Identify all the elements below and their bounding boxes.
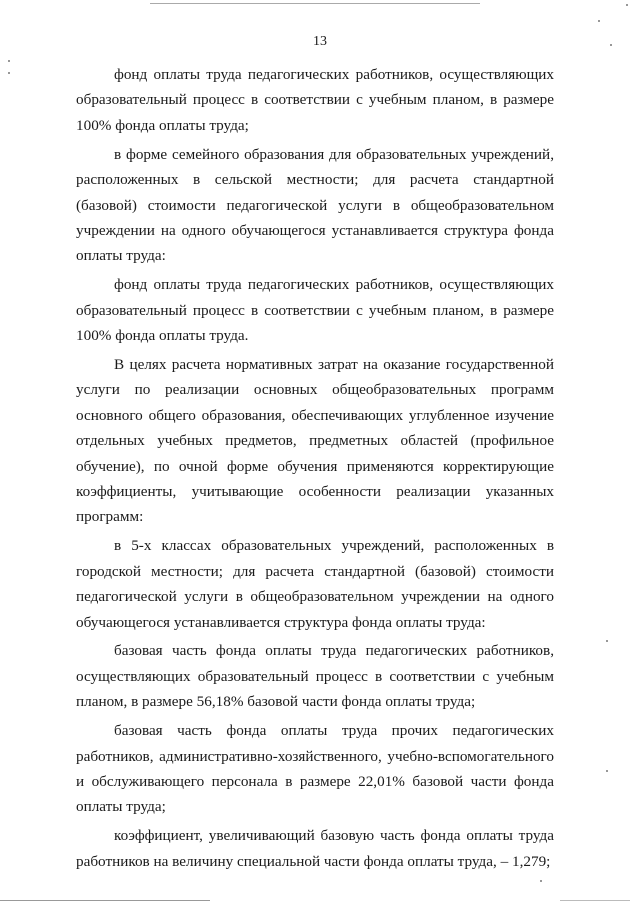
scan-speck <box>606 640 608 642</box>
paragraph: базовая часть фонда оплаты труда педагогических работников, осуществляющих образовательный процесс в соответствии с учебным планом, в размере 56,18% базовой части фонда оплаты труда; <box>76 642 554 711</box>
paragraph: фонд оплаты труда педагогических работников, осуществляющих образовательный процесс в соответствии с учебным планом, в размере 100% фонда оплаты труда. <box>76 276 554 345</box>
scan-speck <box>626 4 628 6</box>
paragraph: В целях расчета нормативных затрат на оказание государственной услуги по реализации основных общеобразовательных программ основного общего образования, обеспечивающих углубленное изучение отдельных учебных предметов, предметных областей (профильное обучение), по очной форме обучения применяются корректирующие коэффициенты, учитывающие особенности реализации указанных программ: <box>76 355 554 526</box>
scan-edge-top <box>150 3 480 4</box>
paragraph: базовая часть фонда оплаты труда прочих педагогических работников, административно-хозяйственного, учебно-вспомогательного и обслуживающего персонала в размере 22,01% базовой части фонда оплаты труда; <box>76 722 554 816</box>
paragraph: коэффициент, увеличивающий базовую часть фонда оплаты труда работников на величину специальной части фонда оплаты труда, – 1,279; <box>76 827 554 870</box>
body-text <box>76 62 554 878</box>
paragraph: в 5-х классах образовательных учреждений, расположенных в городской местности; для расчета стандартной (базовой) стоимости педагогической услуги в общеобразовательном учреждении на одного обучающегося устанавливается структура фонда оплаты труда: <box>76 537 554 631</box>
page-number: 13 <box>313 34 327 49</box>
paragraph: в форме семейного образования для образовательных учреждений, расположенных в сельской местности; для расчета стандартной (базовой) стоимости педагогической услуги в общеобразовательном учреждении на одного обучающегося устанавливается структура фонда оплаты труда: <box>76 145 554 265</box>
paragraph: фонд оплаты труда педагогических работников, осуществляющих образовательный процесс в соответствии с учебным планом, в размере 100% фонда оплаты труда; <box>76 66 554 134</box>
scan-speck <box>540 880 542 882</box>
scan-speck <box>606 770 608 772</box>
scan-speck <box>598 20 600 22</box>
scan-edge-bottom <box>0 900 210 901</box>
scan-edge-bottom-right <box>560 900 630 901</box>
scan-speck <box>8 60 10 62</box>
scan-speck <box>8 72 10 74</box>
